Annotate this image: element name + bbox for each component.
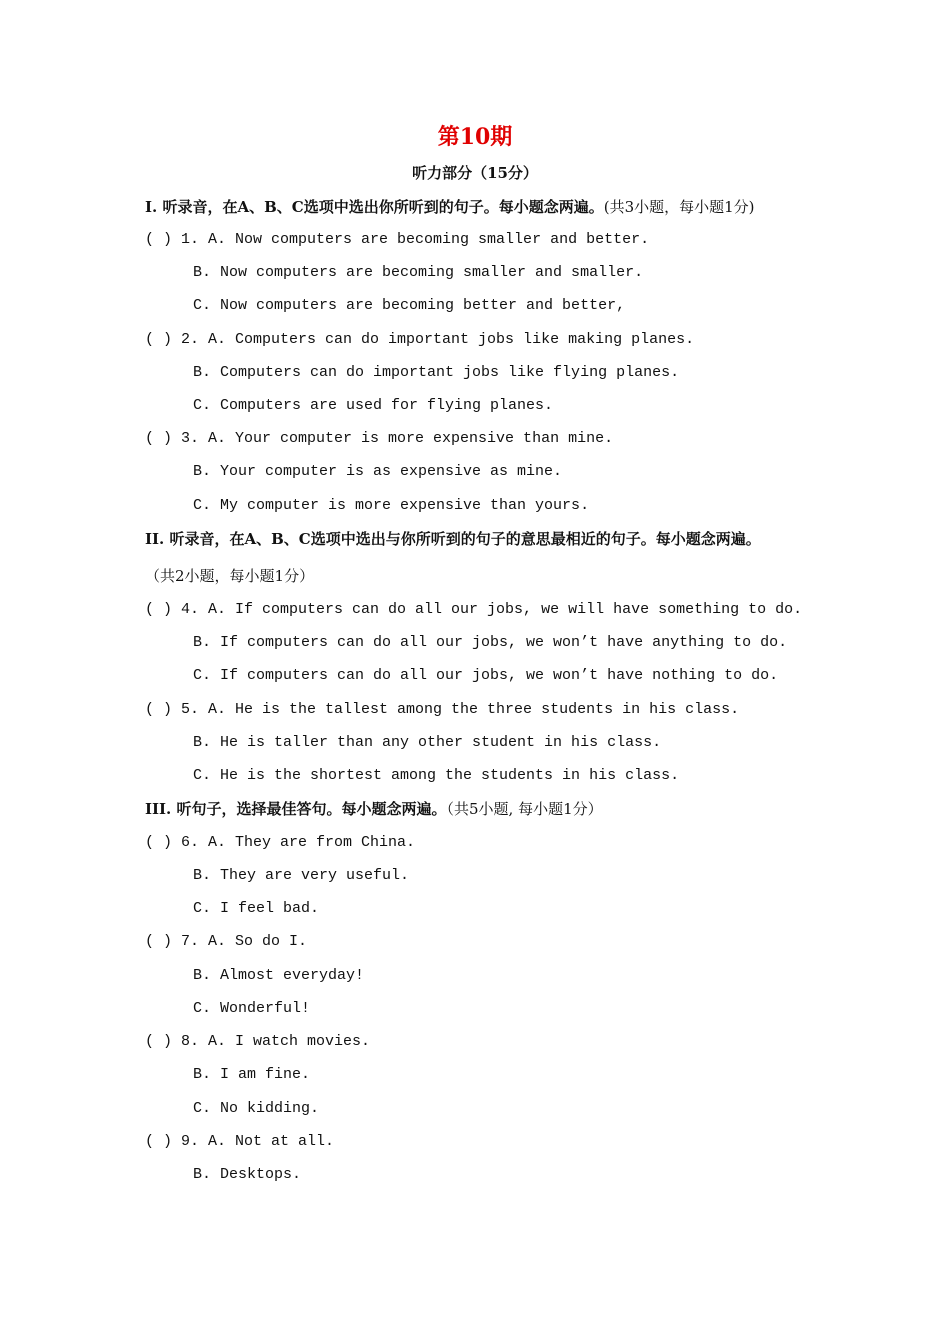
question-3: ( ) 3. A. Your computer is more expensive than mine. bbox=[145, 430, 614, 447]
question-3-option-b: B. Your computer is as expensive as mine. bbox=[193, 463, 563, 480]
question-7: ( ) 7. A. So do I. bbox=[145, 933, 308, 950]
section-3-note: （共5小题, 每小题1分） bbox=[446, 800, 603, 818]
question-2-option-b: B. Computers can do important jobs like flying planes. bbox=[193, 364, 680, 381]
section-1-heading bbox=[145, 196, 845, 218]
question-3-option-c: C. My computer is more expensive than yours. bbox=[193, 497, 590, 514]
section-1-title: I. 听录音，在A、B、C选项中选出你所听到的句子。每小题念两遍。 bbox=[145, 198, 604, 216]
section-2-note: （共2小题，每小题1分） bbox=[145, 567, 315, 585]
question-8: ( ) 8. A. I watch movies. bbox=[145, 1033, 371, 1050]
question-9: ( ) 9. A. Not at all. bbox=[145, 1133, 335, 1150]
question-1-option-c: C. Now computers are becoming better and better, bbox=[193, 297, 626, 314]
section-1-note: (共3小题，每小题1分) bbox=[603, 198, 755, 216]
question-4: ( ) 4. A. If computers can do all our jobs, we will have something to do. bbox=[145, 601, 803, 618]
section-3-heading bbox=[145, 798, 845, 820]
question-7-option-c: C. Wonderful! bbox=[193, 1000, 311, 1017]
listening-part-heading: 听力部分（15分） bbox=[412, 164, 538, 182]
question-2-option-c: C. Computers are used for flying planes. bbox=[193, 397, 554, 414]
question-2: ( ) 2. A. Computers can do important jobs like making planes. bbox=[145, 331, 695, 348]
question-4-option-c: C. If computers can do all our jobs, we won’t have nothing to do. bbox=[193, 667, 779, 684]
question-8-option-c: C. No kidding. bbox=[193, 1100, 320, 1117]
question-6-option-c: C. I feel bad. bbox=[193, 900, 320, 917]
question-4-option-b: B. If computers can do all our jobs, we won’t have anything to do. bbox=[193, 634, 788, 651]
question-1: ( ) 1. A. Now computers are becoming smaller and better. bbox=[145, 231, 650, 248]
section-2-title: II. 听录音，在A、B、C选项中选出与你所听到的句子的意思最相近的句子。每小题念两遍。 bbox=[145, 530, 761, 548]
issue-title: 第10期 bbox=[437, 124, 513, 150]
question-9-option-b: B. Desktops. bbox=[193, 1166, 302, 1183]
question-1-option-b: B. Now computers are becoming smaller and smaller. bbox=[193, 264, 644, 281]
question-7-option-b: B. Almost everyday! bbox=[193, 967, 365, 984]
question-8-option-b: B. I am fine. bbox=[193, 1066, 311, 1083]
question-6: ( ) 6. A. They are from China. bbox=[145, 834, 416, 851]
question-6-option-b: B. They are very useful. bbox=[193, 867, 410, 884]
question-5: ( ) 5. A. He is the tallest among the three students in his class. bbox=[145, 701, 740, 718]
section-2-heading bbox=[145, 528, 845, 550]
question-5-option-c: C. He is the shortest among the students in his class. bbox=[193, 767, 680, 784]
section-3-title: III. 听句子，选择最佳答句。每小题念两遍。 bbox=[145, 800, 447, 818]
question-5-option-b: B. He is taller than any other student in his class. bbox=[193, 734, 662, 751]
